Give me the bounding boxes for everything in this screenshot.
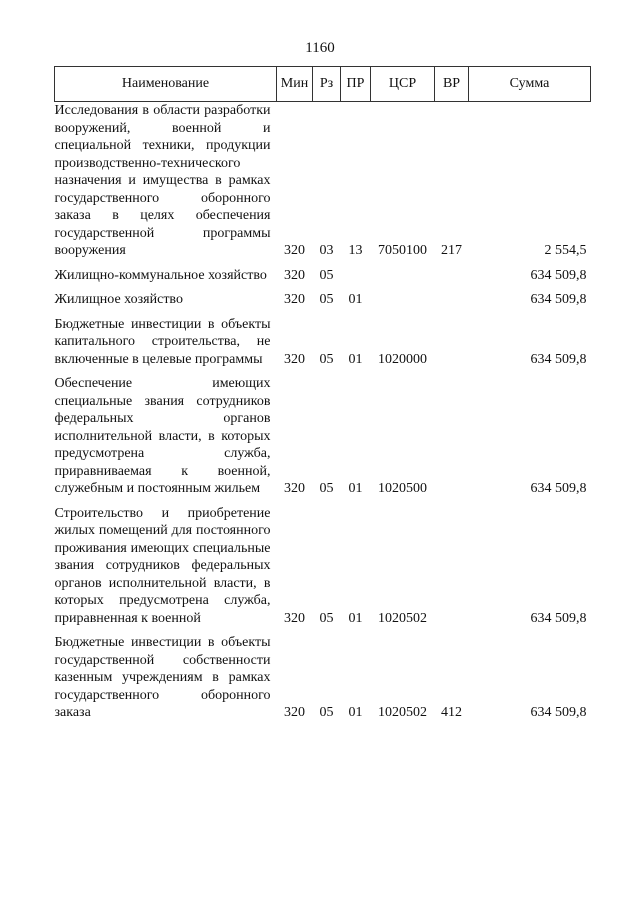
row-rz: 05 xyxy=(319,267,334,283)
row-name: Бюджетные инвестиции в объекты государственной собственности казенным учреждениям в рамках государственного оборонного заказа xyxy=(54,635,271,720)
row-min: 320 xyxy=(284,351,305,367)
row-vr xyxy=(435,368,469,498)
row-rz: 03 xyxy=(319,243,334,258)
row-pr: 13 xyxy=(348,243,363,258)
row-pr: 01 xyxy=(348,705,363,720)
row-min: 320 xyxy=(284,610,305,626)
table-row xyxy=(55,498,591,628)
table-row xyxy=(55,368,591,498)
header-csr: ЦСР xyxy=(371,67,435,102)
row-vr xyxy=(435,260,469,285)
row-name: Исследования в области разработки вооружений, военной и специальной техники, продукции производственно-технического назначения и имущества в рамках государственного оборонного заказа в целях обеспечения государственной программы вооружения xyxy=(54,103,271,258)
row-min: 320 xyxy=(284,267,305,283)
row-sum: 634 509,8 xyxy=(530,292,587,307)
row-name: Жилищно-коммунальное хозяйство xyxy=(54,267,267,283)
row-min: 320 xyxy=(284,292,305,307)
row-name: Строительство и приобретение жилых помещений для постоянного проживания имеющих специальные звания сотрудников федеральных органов исполнительной власти, в которых предусмотрена служба, приравненная к военной xyxy=(54,505,271,626)
row-vr xyxy=(435,498,469,628)
row-csr xyxy=(371,284,435,309)
row-pr: 01 xyxy=(348,610,363,626)
header-sum: Сумма xyxy=(469,67,591,102)
table-row xyxy=(55,627,591,722)
row-sum: 634 509,8 xyxy=(530,351,587,367)
row-csr xyxy=(371,260,435,285)
row-vr: 412 xyxy=(441,705,462,720)
row-pr: 01 xyxy=(348,292,363,307)
table-row xyxy=(55,260,591,285)
row-vr: 217 xyxy=(441,243,462,258)
header-rz: Рз xyxy=(313,67,341,102)
budget-table xyxy=(54,66,591,722)
table-row xyxy=(55,102,591,260)
row-pr: 01 xyxy=(348,351,363,367)
page-number: 1160 xyxy=(305,40,335,56)
row-rz: 05 xyxy=(319,610,334,626)
row-min: 320 xyxy=(284,705,305,720)
row-csr: 1020500 xyxy=(378,481,427,496)
row-rz: 05 xyxy=(319,705,334,720)
row-name: Жилищное хозяйство xyxy=(54,292,183,307)
row-pr: 01 xyxy=(348,481,363,496)
header-name: Наименование xyxy=(55,67,277,102)
row-csr: 1020502 xyxy=(378,610,427,626)
row-sum: 634 509,8 xyxy=(530,267,587,283)
row-vr xyxy=(435,309,469,369)
row-sum: 2 554,5 xyxy=(544,243,587,258)
table-row xyxy=(55,284,591,309)
header-min: Мин xyxy=(277,67,313,102)
table-header-row xyxy=(55,67,591,102)
row-sum: 634 509,8 xyxy=(530,610,587,626)
row-name: Обеспечение имеющих специальные звания сотрудников федеральных органов исполнительной власти, в которых предусмотрена служба, приравниваемая к военной, служебным и постоянным жильем xyxy=(54,376,271,496)
row-pr xyxy=(341,260,371,285)
row-min: 320 xyxy=(284,481,305,496)
row-sum: 634 509,8 xyxy=(530,481,587,496)
header-pr: ПР xyxy=(341,67,371,102)
row-csr: 1020000 xyxy=(378,351,427,367)
row-csr: 7050100 xyxy=(378,243,427,258)
table-row xyxy=(55,309,591,369)
row-csr: 1020502 xyxy=(378,705,427,720)
header-vr: ВР xyxy=(435,67,469,102)
row-min: 320 xyxy=(284,243,305,258)
row-rz: 05 xyxy=(319,351,334,367)
row-sum: 634 509,8 xyxy=(530,705,587,720)
row-rz: 05 xyxy=(319,292,334,307)
row-name: Бюджетные инвестиции в объекты капитального строительства, не включенные в целевые программы xyxy=(54,316,271,367)
row-vr xyxy=(435,284,469,309)
row-rz: 05 xyxy=(319,481,334,496)
